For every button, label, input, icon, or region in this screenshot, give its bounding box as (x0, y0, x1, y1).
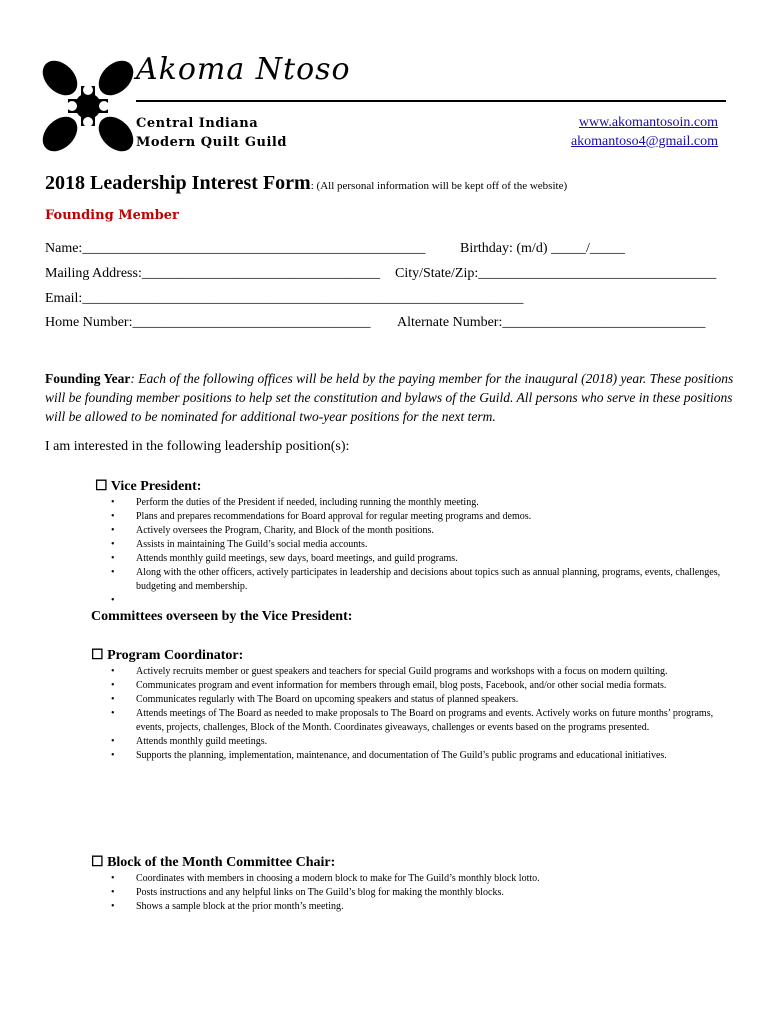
list-item (111, 886, 721, 900)
program-coordinator-checkbox[interactable]: ☐ (91, 648, 104, 663)
list-item (111, 552, 721, 566)
bullet-icon: • (111, 595, 115, 606)
list-item-text: Posts instructions and any helpful links on The Guild’s blog for making the monthly blocks. (136, 887, 504, 898)
committees-heading: Committees overseen by the Vice President: (91, 609, 353, 624)
block-of-month-heading (91, 854, 335, 871)
founding-member-label: Founding Member (45, 208, 179, 223)
bullet-icon: • (111, 539, 115, 550)
org-line-1: Central Indiana (136, 116, 259, 131)
list-item-text: Coordinates with members in choosing a modern block to make for The Guild’s monthly block lotto. (136, 873, 540, 884)
bullet-icon: • (111, 736, 115, 747)
founding-year-label: Founding Year (45, 371, 131, 386)
header-rule (136, 100, 726, 102)
list-item (111, 566, 721, 594)
bullet-icon: • (111, 497, 115, 508)
bullet-icon: • (111, 694, 115, 705)
bullet-icon: • (111, 873, 115, 884)
list-item-text: Communicates program and event information for members through email, blog posts, Facebook, and/or other social media formats. (136, 680, 667, 691)
bullet-icon: • (111, 666, 115, 677)
bullet-icon: • (111, 525, 115, 536)
list-item (111, 679, 721, 693)
quilt-logo (38, 56, 138, 156)
bullet-icon: • (111, 511, 115, 522)
list-item-text: Shows a sample block at the prior month’s meeting. (136, 901, 344, 912)
city-state-zip-field[interactable]: City/State/Zip:__________________________________ (395, 266, 717, 281)
list-item-text: Attends meetings of The Board as needed to make proposals to The Board on programs and events. Actively works on future months’ programs, events, projects, challenges, Block of the Month. Coordinates giveaways, challenges or events based on the programs presented. (136, 708, 714, 733)
interest-intro: I am interested in the following leadership position(s): (45, 439, 350, 454)
bullet-icon: • (111, 887, 115, 898)
block-of-month-duties (111, 872, 721, 914)
list-item-text: Actively recruits member or guest speakers and teachers for special Guild programs and workshops with a focus on modern quilting. (136, 666, 668, 677)
vice-president-title: Vice President: (110, 479, 202, 494)
list-item (111, 707, 721, 735)
list-item (111, 510, 721, 524)
founding-year-text: : Each of the following offices will be held by the paying member for the inaugural (2018) year. These positions will be founding member positions to help set the constitution and bylaws of the Guild. All persons who serve in these positions will be allowed to be nominated for additional two-year positions for the next term. (45, 371, 734, 424)
list-item (111, 749, 721, 763)
list-item (111, 900, 721, 914)
email-field[interactable]: Email:_______________________________________________________________ (45, 291, 524, 306)
list-item-text: Actively oversees the Program, Charity, and Block of the month positions. (136, 525, 434, 536)
list-item-text: Supports the planning, implementation, maintenance, and documentation of The Guild’s public programs and educational initiatives. (136, 750, 667, 761)
bullet-icon: • (111, 708, 115, 719)
alternate-number-field[interactable]: Alternate Number:_____________________________ (397, 315, 706, 330)
bullet-icon: • (111, 901, 115, 912)
founding-year-paragraph (45, 369, 735, 426)
program-coordinator-title: Program Coordinator: (107, 648, 244, 663)
vice-president-duties (111, 496, 721, 606)
list-item (111, 872, 721, 886)
list-item-text: Along with the other officers, actively participates in leadership and decisions about topics such as annual planning, programs, events, challenges, budgeting and membership. (136, 567, 721, 592)
name-field[interactable]: Name:_________________________________________________ (45, 241, 426, 256)
list-item-text: Assists in maintaining The Guild’s social media accounts. (136, 539, 368, 550)
brand-name: Akoma Ntoso (136, 52, 351, 87)
bullet-icon: • (111, 750, 115, 761)
bullet-icon: • (111, 553, 115, 564)
block-of-month-checkbox[interactable]: ☐ (91, 855, 104, 870)
list-item (111, 693, 721, 707)
list-item-text: Communicates regularly with The Board on upcoming speakers and status of planned speakers. (136, 694, 519, 705)
form-title-note: : (All personal information will be kept off of the website) (310, 180, 568, 192)
email-link[interactable]: akomantoso4@gmail.com (570, 134, 718, 149)
form-title (45, 172, 567, 195)
vice-president-heading (95, 478, 201, 495)
list-item-text: Attends monthly guild meetings. (136, 736, 268, 747)
list-item (111, 524, 721, 538)
bullet-icon: • (111, 567, 115, 578)
birthday-field[interactable]: Birthday: (m/d) _____/_____ (460, 241, 625, 256)
program-coordinator-duties (111, 665, 721, 763)
list-item (111, 496, 721, 510)
list-item-text: Plans and prepares recommendations for Board approval for regular meeting programs and demos. (136, 511, 532, 522)
vice-president-checkbox[interactable]: ☐ (95, 479, 108, 494)
program-coordinator-heading (91, 647, 243, 664)
list-item-text: Perform the duties of the President if needed, including running the monthly meeting. (136, 497, 479, 508)
list-item (111, 538, 721, 552)
form-title-text: 2018 Leadership Interest Form (45, 172, 311, 194)
org-line-2: Modern Quilt Guild (136, 135, 287, 150)
bullet-icon: • (111, 680, 115, 691)
list-item (111, 665, 721, 679)
home-number-field[interactable]: Home Number:__________________________________ (45, 315, 371, 330)
mailing-address-field[interactable]: Mailing Address:__________________________________ (45, 266, 380, 281)
list-item (111, 735, 721, 749)
list-item-text: Attends monthly guild meetings, sew days, board meetings, and guild programs. (136, 553, 458, 564)
block-of-month-title: Block of the Month Committee Chair: (107, 855, 336, 870)
website-link[interactable]: www.akomantosoin.com (578, 115, 718, 130)
